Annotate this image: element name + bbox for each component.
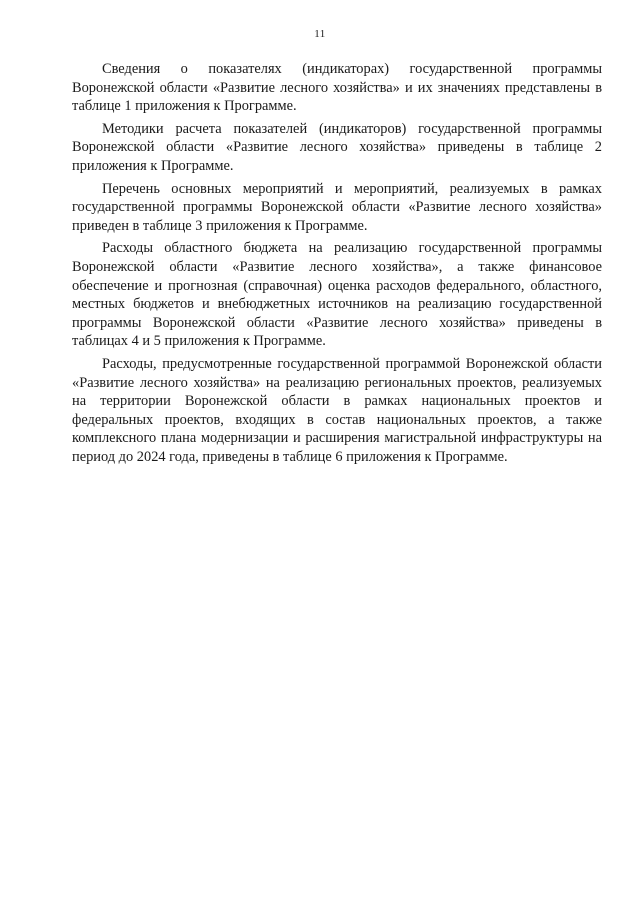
document-body: [72, 60, 602, 470]
paragraph-indicators-methods: Методики расчета показателей (индикаторов) государственной программы Воронежской области «Развитие лесного хозяйства» приведены в таблице 2 приложения к Программе.: [72, 120, 602, 174]
paragraph-indicators-info: Сведения о показателях (индикаторах) государственной программы Воронежской области «Развитие лесного хозяйства» и их значениях представлены в таблице 1 приложения к Программе.: [72, 61, 602, 115]
paragraph-budget-expenses: Расходы областного бюджета на реализацию государственной программы Воронежской области «Развитие лесного хозяйства», а также финансовое обеспечение и прогнозная (справочная) оценка расходов федерального, областного, местных бюджетов и внебюджетных источников на реализацию государственной программы Воронежской области «Развитие лесного хозяйства» приведены в таблицах 4 и 5 приложения к Программе.: [72, 240, 602, 350]
paragraph-activities-list: Перечень основных мероприятий и мероприятий, реализуемых в рамках государственной программы Воронежской области «Развитие лесного хозяйства» приведен в таблице 3 приложения к Программе.: [72, 180, 602, 234]
paragraph-regional-projects-expenses: Расходы, предусмотренные государственной программой Воронежской области «Развитие лесного хозяйства» на реализацию региональных проектов, реализуемых на территории Воронежской области в рамках национальных проектов и федеральных проектов, входящих в состав национальных проектов, а также комплексного плана модернизации и расширения магистральной инфраструктуры на период до 2024 года, приведены в таблице 6 приложения к Программе.: [72, 355, 602, 465]
page-number: 11: [314, 28, 326, 40]
